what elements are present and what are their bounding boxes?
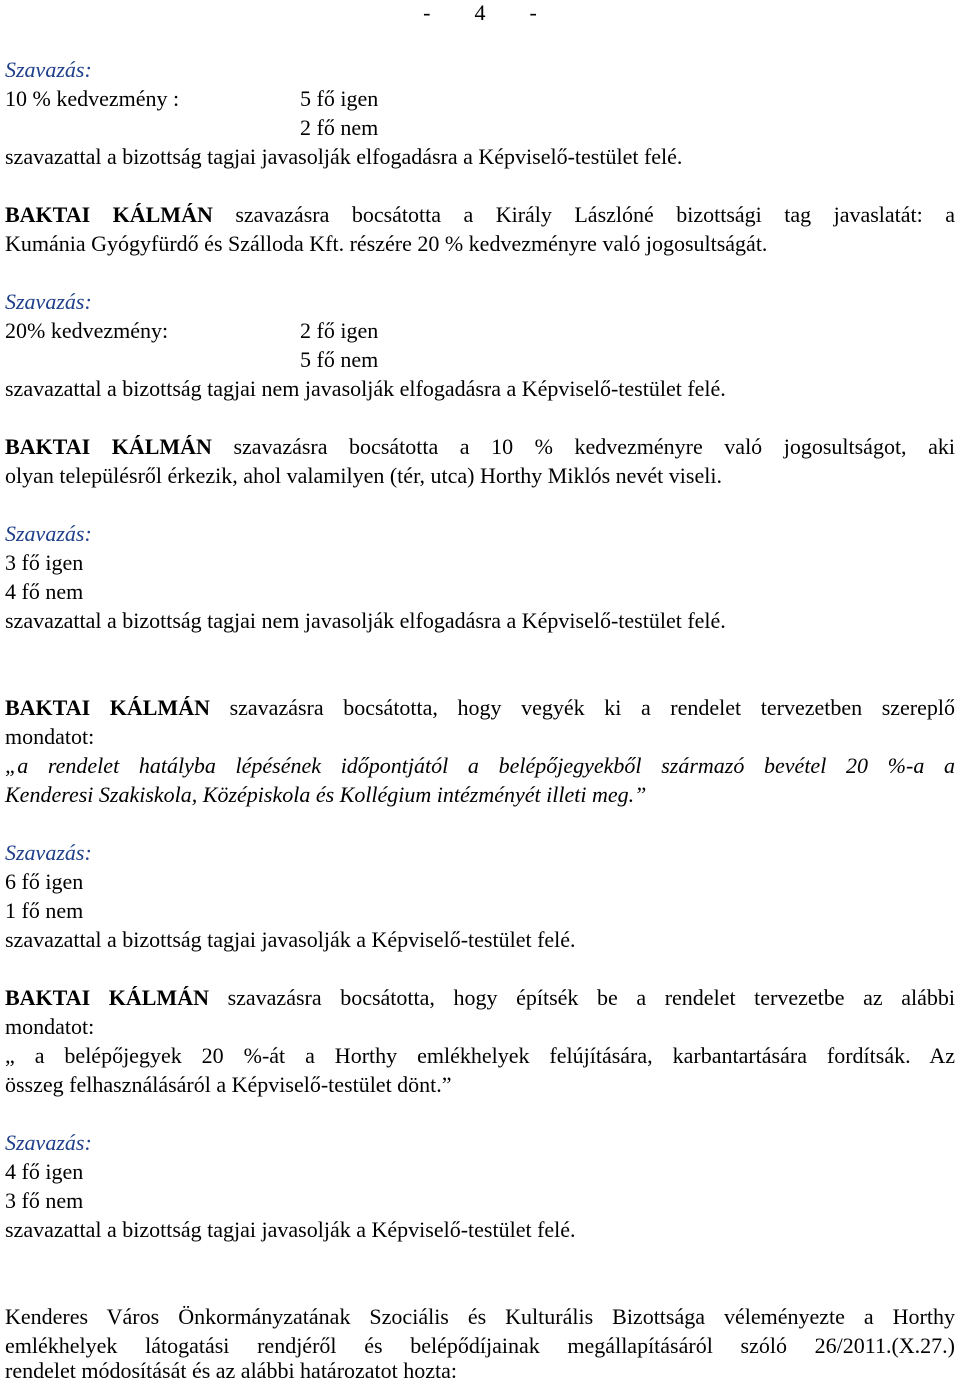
speaker-name: BAKTAI KÁLMÁN xyxy=(5,985,209,1010)
vote-result: szavazattal a bizottság tagjai nem javasolják elfogadásra a Képviselő-testület felé. xyxy=(5,608,726,633)
vote-no: 2 fő nem xyxy=(300,115,379,140)
paragraph-text: szavazásra bocsátotta a Király Lászlóné bizottsági tag javaslatát: a xyxy=(235,202,955,227)
paragraph-line xyxy=(5,693,955,722)
vote-heading: Szavazás: xyxy=(5,840,92,865)
speaker-name: BAKTAI KÁLMÁN xyxy=(5,202,213,227)
quoted-text: összeg felhasználásáról a Képviselő-testület dönt.” xyxy=(5,1072,452,1097)
vote-yes: 3 fő igen xyxy=(5,550,84,575)
vote-result: szavazattal a bizottság tagjai nem javasolják elfogadásra a Képviselő-testület felé. xyxy=(5,376,726,401)
closing-line: Kenderes Város Önkormányzatának Szociális és Kulturális Bizottsága véleményezte a Horthy xyxy=(5,1304,955,1329)
vote-result: szavazattal a bizottság tagjai javasolják a Képviselő-testület felé. xyxy=(5,1217,576,1242)
vote-no: 3 fő nem xyxy=(5,1188,84,1213)
page-number: - 4 - xyxy=(423,0,537,25)
paragraph-text: szavazásra bocsátotta a 10 % kedvezményre való jogosultságot, aki xyxy=(233,434,955,459)
vote-result: szavazattal a bizottság tagjai javasolják a Képviselő-testület felé. xyxy=(5,927,576,952)
vote-yes: 6 fő igen xyxy=(5,869,84,894)
vote-heading: Szavazás: xyxy=(5,289,92,314)
vote-yes: 4 fő igen xyxy=(5,1159,84,1184)
speaker-name: BAKTAI KÁLMÁN xyxy=(5,434,212,459)
vote-no: 1 fő nem xyxy=(5,898,84,923)
paragraph-line: mondatot: xyxy=(5,724,95,749)
paragraph-line: olyan településről érkezik, ahol valamilyen (tér, utca) Horthy Miklós nevét viseli. xyxy=(5,463,722,488)
paragraph-line: mondatot: xyxy=(5,1014,95,1039)
paragraph-line: Kumánia Gyógyfürdő és Szálloda Kft. részére 20 % kedvezményre való jogosultságát. xyxy=(5,231,768,256)
paragraph-line xyxy=(5,432,955,461)
vote-heading: Szavazás: xyxy=(5,521,92,546)
quoted-text: „ a belépőjegyek 20 %-át a Horthy emlékhelyek felújítására, karbantartására fordítsák. Az xyxy=(5,1043,955,1068)
vote-result: szavazattal a bizottság tagjai javasolják elfogadásra a Képviselő-testület felé. xyxy=(5,144,683,169)
closing-line: emlékhelyek látogatási rendjéről és belépődíjainak megállapításáról szóló 26/2011.(X.27.) xyxy=(5,1333,955,1358)
vote-no: 4 fő nem xyxy=(5,579,84,604)
vote-heading: Szavazás: xyxy=(5,57,92,82)
speaker-name: BAKTAI KÁLMÁN xyxy=(5,695,210,720)
vote-heading: Szavazás: xyxy=(5,1130,92,1155)
paragraph-line xyxy=(5,983,955,1012)
paragraph-line xyxy=(5,200,955,229)
vote-no: 5 fő nem xyxy=(300,347,379,372)
vote-yes: 2 fő igen xyxy=(300,318,379,343)
paragraph-text: szavazásra bocsátotta, hogy vegyék ki a rendelet tervezetben szereplő xyxy=(229,695,956,720)
vote-yes: 5 fő igen xyxy=(300,86,379,111)
vote-row xyxy=(5,316,955,345)
vote-row xyxy=(5,84,955,113)
quoted-text: Kenderesi Szakiskola, Középiskola és Kollégium intézményét illeti meg.” xyxy=(5,782,647,807)
quoted-text: „a rendelet hatályba lépésének időpontjától a belépőjegyekből származó bevétel 20 %-a a xyxy=(5,753,955,778)
vote-label: 10 % kedvezmény : xyxy=(5,86,180,111)
paragraph-text: szavazásra bocsátotta, hogy építsék be a rendelet tervezetbe az alábbi xyxy=(227,985,955,1010)
closing-line: rendelet módosítását és az alábbi határozatot hozta: xyxy=(5,1358,458,1383)
vote-label: 20% kedvezmény: xyxy=(5,318,169,343)
